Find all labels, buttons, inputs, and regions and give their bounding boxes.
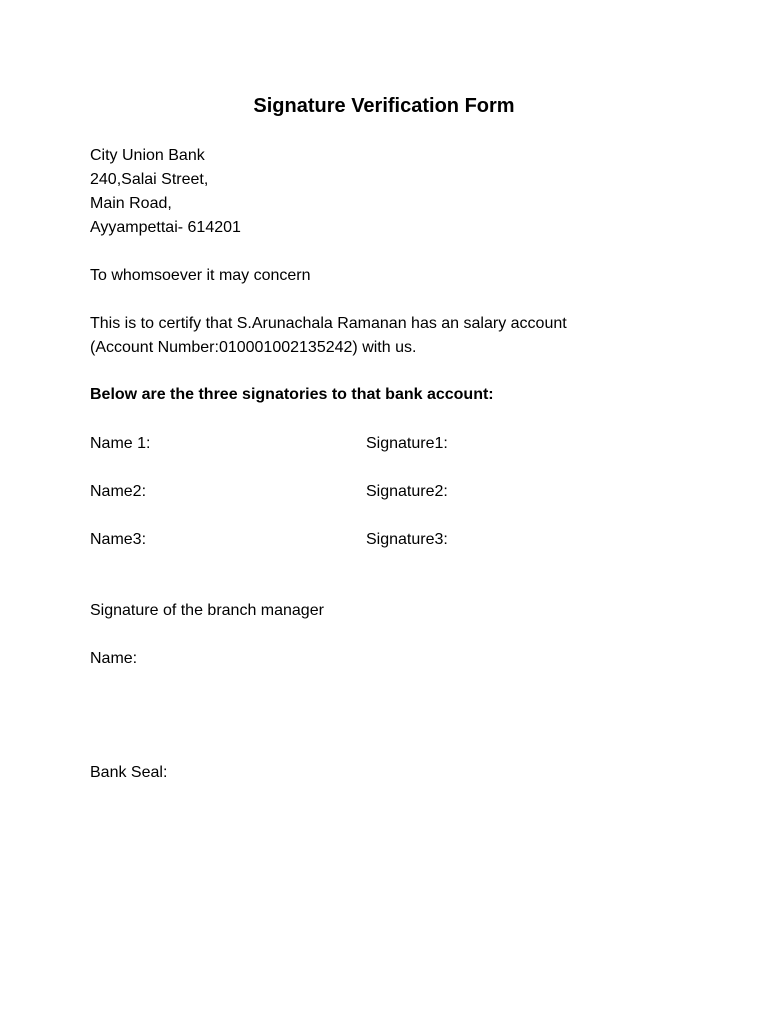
address-street: 240,Salai Street,	[90, 171, 209, 188]
document-title: Signature Verification Form	[253, 95, 515, 117]
address-city: Ayyampettai- 614201	[90, 219, 241, 236]
bank-name: City Union Bank	[90, 147, 205, 164]
signatory-signature-label: Signature3:	[366, 531, 448, 548]
signatory-signature-label: Signature2:	[366, 483, 448, 500]
body-line-1: This is to certify that S.Arunachala Ramanan has an salary account	[90, 315, 567, 332]
signatory-name-label: Name2:	[90, 483, 147, 500]
salutation: To whomsoever it may concern	[90, 267, 311, 284]
bank-seal-label: Bank Seal:	[90, 764, 168, 781]
signatory-name-label: Name 1:	[90, 435, 151, 452]
signatory-name-label: Name3:	[90, 531, 147, 548]
manager-name-label: Name:	[90, 650, 138, 667]
body-line-2: (Account Number:010001002135242) with us.	[90, 339, 417, 356]
manager-signature-label: Signature of the branch manager	[90, 602, 324, 619]
signatories-heading: Below are the three signatories to that bank account:	[90, 386, 494, 403]
signatory-signature-label: Signature1:	[366, 435, 448, 452]
address-road: Main Road,	[90, 195, 172, 212]
